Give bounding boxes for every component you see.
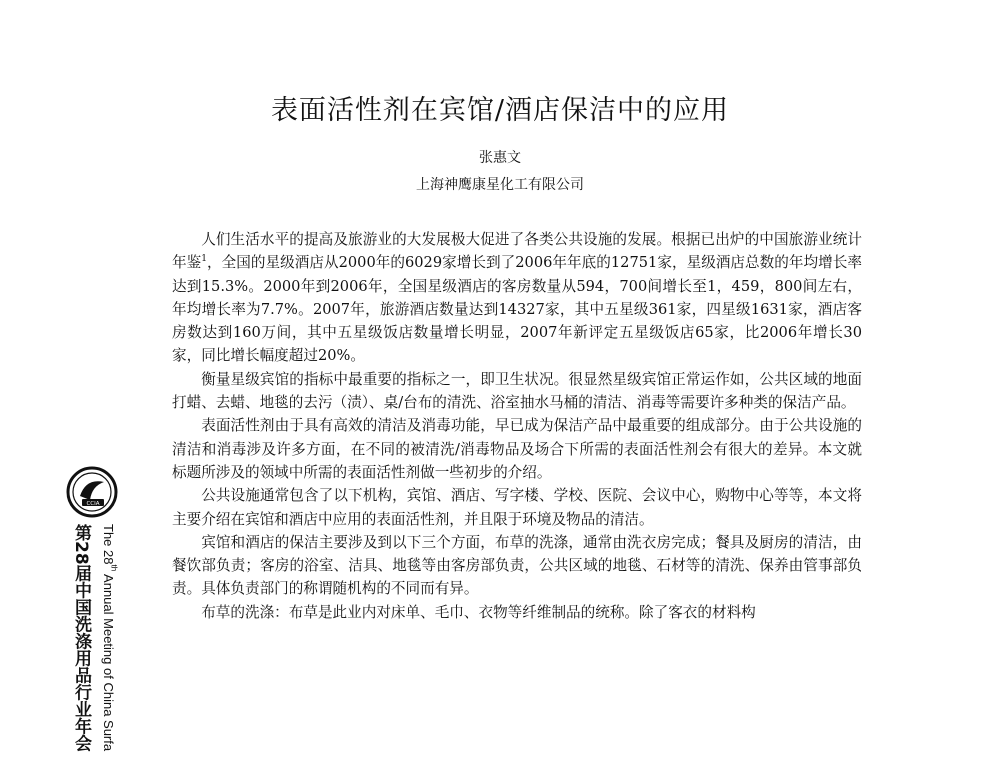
paper-title: 表面活性剂在宾馆/酒店保洁中的应用	[270, 95, 730, 126]
article-body	[172, 228, 862, 624]
footnote-ref[interactable]: 1	[201, 254, 207, 265]
paragraph-1: 人们生活水平的提高及旅游业的大发展极大促进了各类公共设施的发展。根据已出炉的中国旅游业统计年鉴$^1$，全国的星级酒店从2000年的6029家增长到了2006年年底的12751家，星级酒店总数的年均增长率达到15.3%。2000年到2006年，全国星级酒店的客房数量从594，700间增长至1，459，800间左右，年均增长率为7.7%。2007年，旅游酒店数量达到14327家，其中五星级361家，四星级1631家，酒店客房数达到160万间，其中五星级饭店数量增长明显，2007年新评定五星级饭店65家，比2006年增长30家，同比增长幅度超过20%。	[172, 231, 862, 365]
conference-logo-icon	[66, 466, 118, 518]
paragraph-4: 公共设施通常包含了以下机构，宾馆、酒店、写字楼、学校、医院、会议中心，购物中心等等，本文将主要介绍在宾馆和酒店中应用的表面活性剂，并且限于环境及物品的清洁。	[172, 487, 862, 528]
paragraph-3: 表面活性剂由于具有高效的清洁及消毒功能，早已成为保洁产品中最重要的组成部分。由于公共设施的清洁和消毒涉及许多方面，在不同的被清洗/消毒物品及场合下所需的表面活性剂会有很大的差异。本文就标题所涉及的领域中所需的表面活性剂做一些初步的介绍。	[172, 417, 862, 481]
logo-lettering: CCIA	[86, 501, 100, 507]
conference-name-cn: 第28届中国洗涤用品行业年会	[71, 524, 91, 752]
paragraph-6: 布草的洗涤：布草是此业内对床单、毛巾、衣物等纤维制品的统称。除了客衣的材料构	[201, 603, 756, 621]
paragraph-2: 衡量星级宾馆的指标中最重要的指标之一，即卫生状况。很显然星级宾馆正常运作如，公共区域的地面打蜡、去蜡、地毯的去污（渍）、桌/台布的清洗、浴室抽水马桶的清洁、消毒等需要许多种类的保洁产品。	[172, 370, 862, 412]
conference-name-en: The 28th Annual Meeting of China Surfa	[101, 524, 119, 752]
author-name: 张惠文	[479, 150, 521, 166]
author-affiliation: 上海神鹰康星化工有限公司	[416, 177, 584, 193]
conference-sidebar	[62, 466, 124, 760]
paragraph-5: 宾馆和酒店的保洁主要涉及到以下三个方面，布草的洗涤，通常由洗衣房完成；餐具及厨房的清洁，由餐饮部负责；客房的浴室、洁具、地毯等由客房部负责，公共区域的地毯、石材等的清洗、保养由管事部负责。具体负责部门的称谓随机构的不同而有异。	[172, 533, 862, 598]
